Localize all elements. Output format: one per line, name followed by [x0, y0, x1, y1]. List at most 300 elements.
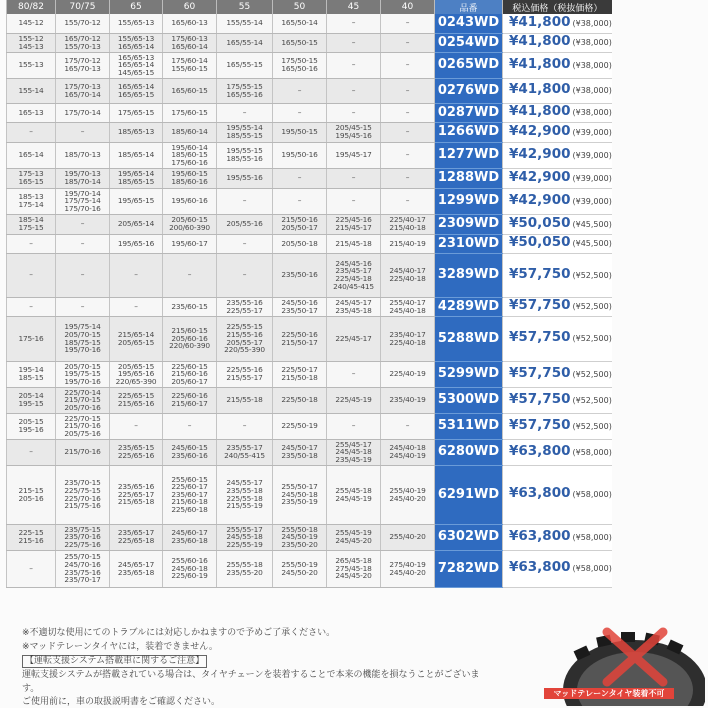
size-value: –: [187, 421, 192, 431]
size-cell: [7, 122, 56, 142]
size-value: 205/55-16: [226, 219, 263, 229]
size-value: 195/70-14: [64, 188, 101, 198]
size-cell: [163, 465, 217, 524]
size-cell: [327, 297, 381, 316]
size-value: 185/55-16: [226, 154, 263, 163]
size-cell: [273, 214, 327, 234]
size-value: 255/40-19: [389, 485, 426, 495]
size-value: 195/55-15: [226, 146, 263, 156]
size-value: –: [405, 421, 410, 431]
size-value: 275/45-18: [335, 563, 372, 573]
size-value: 245/45-20: [335, 536, 372, 545]
size-cell: [56, 188, 110, 214]
note-line: ※マッドテレーンタイヤには，装着できません。: [22, 641, 218, 652]
size-value: 245/60-18: [171, 563, 208, 573]
size-cell: [56, 103, 110, 122]
size-value: 165/65-13: [117, 52, 155, 62]
size-cell: [381, 142, 435, 168]
size-cell: [273, 550, 327, 587]
size-value: 265/45-18: [335, 556, 372, 566]
size-cell: [273, 168, 327, 188]
size-value: 245/40-18: [389, 305, 426, 315]
size-value: 245/55-17: [226, 478, 263, 488]
size-cell: [327, 122, 381, 142]
size-cell: [327, 188, 381, 214]
size-value: 205/70-15: [64, 329, 101, 339]
size-cell: [381, 33, 435, 52]
price: ¥50,050: [509, 214, 571, 231]
size-value: 175/65-15: [117, 107, 155, 117]
size-value: 225/55-19: [226, 539, 263, 549]
size-value: –: [351, 369, 356, 379]
size-cell: [163, 188, 217, 214]
part-number: 2309WD: [435, 214, 503, 234]
size-cell: [381, 524, 435, 550]
size-cell: [110, 33, 163, 52]
size-cell: [163, 214, 217, 234]
size-value: 155-12: [18, 33, 44, 43]
size-value: 245/40-19: [389, 451, 426, 460]
size-value: 255/50-17: [281, 482, 318, 492]
price-excl-tax: (¥39,000): [572, 173, 612, 183]
part-number: 0243WD: [435, 14, 503, 33]
size-value: 245/50-19: [281, 532, 318, 542]
size-value: –: [242, 196, 247, 206]
size-cell: [110, 103, 163, 122]
size-value: 235/60-16: [171, 451, 208, 460]
size-value: –: [351, 173, 356, 183]
size-value: –: [242, 270, 247, 280]
size-value: 215/50-18: [281, 373, 318, 382]
size-cell: [273, 465, 327, 524]
size-value: 225/45-19: [335, 395, 372, 405]
size-value: 155-14: [18, 85, 44, 95]
size-value: 245/55-18: [226, 532, 263, 542]
size-cell: [110, 142, 163, 168]
price: ¥63,800: [509, 485, 571, 502]
size-value: 155/55-14: [226, 18, 263, 28]
size-value: 165/70-12: [64, 33, 101, 43]
size-value: 225/50-19: [281, 421, 318, 431]
size-cell: [56, 234, 110, 253]
note-line: 運転支援システムが搭載されている場合は、タイヤチェーンを装着することで本来の機能を損なうことがございます。: [22, 670, 480, 694]
size-value: 245/45-16: [335, 258, 372, 268]
part-number: 6291WD: [435, 465, 503, 524]
size-cell: [217, 168, 273, 188]
size-cell: [327, 439, 381, 465]
size-value: 225/45-16: [335, 215, 372, 225]
size-value: 225/50-16: [281, 329, 318, 339]
size-cell: [381, 316, 435, 361]
size-cell: [163, 297, 217, 316]
size-cell: [7, 550, 56, 587]
size-value: 215/75-16: [64, 501, 101, 511]
notice-heading: 【運転支援システム搭載車に関するご注意】: [22, 655, 207, 668]
size-value: 225/65-17: [117, 489, 155, 499]
size-value: 175/60-14: [171, 56, 208, 66]
price-cell: [503, 297, 612, 316]
size-value: 245/60-15: [171, 443, 208, 453]
size-cell: [7, 361, 56, 387]
size-value: 185/60-14: [171, 127, 208, 137]
size-cell: [7, 316, 56, 361]
size-cell: [273, 234, 327, 253]
size-value: 175-16: [18, 333, 44, 343]
price: ¥63,800: [509, 442, 571, 459]
part-number: 3289WD: [435, 253, 503, 297]
size-value: 235/70-17: [64, 575, 101, 585]
size-value: 245/45-18: [335, 447, 372, 457]
size-value: 175/70-12: [64, 56, 101, 66]
size-value: 165/70-14: [64, 89, 101, 99]
part-number: 1288WD: [435, 168, 503, 188]
size-value: 245/50-20: [281, 567, 318, 577]
size-value: 235/50-18: [281, 451, 318, 460]
price-excl-tax: (¥52,500): [572, 302, 612, 312]
size-cell: [273, 78, 327, 103]
size-cell: [110, 214, 163, 234]
part-number: 0287WD: [435, 103, 503, 122]
price: ¥57,750: [509, 265, 571, 282]
size-cell: [381, 122, 435, 142]
price-cell: [503, 33, 612, 52]
size-value: –: [351, 196, 356, 206]
size-cell: [56, 33, 110, 52]
size-value: 175/75-14: [64, 196, 101, 206]
size-value: 205/70-16: [64, 402, 101, 412]
size-value: 165/50-14: [281, 18, 318, 28]
size-value: 225/70-14: [64, 387, 101, 397]
size-value: 255/50-18: [281, 524, 318, 534]
size-cell: [381, 253, 435, 297]
part-number: 5300WD: [435, 387, 503, 413]
size-cell: [56, 253, 110, 297]
size-cell: [217, 316, 273, 361]
table-row: [7, 387, 612, 413]
size-value: 165/50-15: [281, 37, 318, 47]
size-cell: [327, 33, 381, 52]
price-excl-tax: (¥58,000): [572, 532, 612, 542]
size-cell: [7, 439, 56, 465]
size-value: 240/55-415: [224, 451, 265, 460]
size-value: 235/70-15: [64, 478, 101, 488]
size-cell: [163, 524, 217, 550]
size-value: 225/45-17: [335, 333, 372, 343]
size-value: 195/50-16: [281, 150, 318, 160]
size-value: 225/75-15: [64, 485, 101, 495]
size-value: 235/60-18: [171, 536, 208, 545]
size-cell: [110, 297, 163, 316]
size-value: 215/50-16: [281, 215, 318, 225]
size-value: 185/65-14: [117, 150, 155, 160]
col-header: 45: [327, 0, 381, 14]
size-cell: [56, 168, 110, 188]
size-value: 245/40-18: [389, 443, 426, 453]
part-number: 6280WD: [435, 439, 503, 465]
size-cell: [110, 524, 163, 550]
size-value: 255/55-17: [226, 524, 263, 534]
table-row: [7, 214, 612, 234]
size-cell: [7, 14, 56, 33]
size-value: 215/55-19: [226, 501, 263, 511]
size-value: 225/60-17: [171, 482, 208, 492]
size-value: 195/65-14: [117, 169, 155, 179]
size-value: –: [134, 270, 138, 280]
size-cell: [217, 253, 273, 297]
size-value: 175/60-13: [171, 33, 208, 43]
price: ¥57,750: [509, 416, 571, 433]
size-value: 245/40-20: [389, 567, 426, 577]
size-value: 225/40-18: [389, 274, 426, 283]
price: ¥41,800: [509, 14, 571, 30]
size-value: –: [187, 270, 192, 280]
size-value: 165/55-15: [226, 60, 263, 70]
size-cell: [217, 387, 273, 413]
size-value: 225/65-15: [117, 391, 155, 401]
size-cell: [110, 550, 163, 587]
size-value: 215-16: [18, 536, 44, 545]
size-value: 175/70-14: [64, 107, 101, 117]
size-value: 235/45-18: [335, 305, 372, 315]
price-excl-tax: (¥52,500): [572, 369, 612, 379]
size-cell: [381, 234, 435, 253]
size-value: 195/60-15: [171, 169, 208, 179]
size-value: –: [405, 173, 410, 183]
size-value: 235/75-16: [64, 567, 101, 577]
col-header: 70/75: [56, 0, 110, 14]
table-row: [7, 14, 612, 33]
size-value: 220/60-390: [169, 341, 210, 351]
size-cell: [217, 188, 273, 214]
size-cell: [7, 524, 56, 550]
size-value: –: [242, 421, 247, 431]
part-number: 5288WD: [435, 316, 503, 361]
size-value: 225/70-16: [64, 493, 101, 503]
size-cell: [163, 234, 217, 253]
size-value: 205/60-17: [171, 376, 208, 386]
price-cell: [503, 465, 612, 524]
size-cell: [327, 465, 381, 524]
size-value: 165/70-13: [64, 64, 101, 73]
size-value: 235/60-17: [171, 489, 208, 499]
size-cell: [273, 524, 327, 550]
price-excl-tax: (¥38,000): [572, 38, 612, 48]
price: ¥63,800: [509, 527, 571, 544]
size-value: 185/65-13: [117, 127, 155, 137]
size-value: 205/55-17: [226, 337, 263, 347]
note-line: ※不適切な使用にてのトラブルには対応しかねますので予めご了承ください。: [22, 628, 336, 638]
size-cell: [7, 188, 56, 214]
size-value: 165-15: [18, 177, 44, 186]
size-cell: [163, 142, 217, 168]
size-value: 145-12: [18, 18, 44, 28]
price-cell: [503, 387, 612, 413]
size-value: 175/55-15: [226, 81, 263, 91]
size-value: 215/50-17: [281, 337, 318, 347]
size-value: 155/65-13: [117, 18, 155, 28]
size-value: –: [80, 270, 85, 280]
size-value: 235/55-18: [226, 485, 263, 495]
size-cell: [110, 439, 163, 465]
price-cell: [503, 253, 612, 297]
size-cell: [217, 361, 273, 387]
part-number: 1277WD: [435, 142, 503, 168]
table-row: [7, 188, 612, 214]
size-value: 225/55-18: [226, 493, 263, 503]
price-cell: [503, 142, 612, 168]
size-value: 195/60-16: [171, 196, 208, 206]
size-value: 205-16: [18, 493, 44, 503]
part-number: 6302WD: [435, 524, 503, 550]
size-value: 235/50-19: [281, 497, 318, 507]
size-value: 155/60-15: [171, 64, 208, 73]
size-value: 235/40-17: [389, 329, 426, 339]
size-cell: [273, 52, 327, 78]
price-excl-tax: (¥52,500): [572, 334, 612, 344]
size-value: –: [405, 37, 410, 47]
size-value: 215/60-16: [171, 369, 208, 379]
size-value: 205/75-16: [64, 428, 101, 438]
size-cell: [381, 52, 435, 78]
size-cell: [273, 33, 327, 52]
size-cell: [327, 52, 381, 78]
size-value: 165/65-14: [117, 81, 155, 91]
price-excl-tax: (¥39,000): [572, 127, 612, 137]
size-cell: [110, 465, 163, 524]
size-cell: [327, 316, 381, 361]
size-cell: [327, 78, 381, 103]
size-cell: [217, 52, 273, 78]
size-cell: [217, 524, 273, 550]
size-value: 215/70-16: [64, 447, 101, 457]
price-header: 税込価格（税抜価格）: [503, 0, 612, 14]
size-value: 215/60-15: [171, 326, 208, 336]
size-value: 235/65-17: [117, 528, 155, 538]
size-cell: [273, 253, 327, 297]
size-cell: [163, 413, 217, 439]
size-value: 225/55-15: [226, 322, 263, 332]
size-value: 235/55-16: [226, 297, 263, 307]
size-cell: [110, 168, 163, 188]
size-value: 165/55-14: [226, 37, 263, 47]
size-cell: [163, 14, 217, 33]
size-cell: [163, 361, 217, 387]
size-value: 225/45-18: [335, 274, 372, 283]
size-value: 255/55-18: [226, 559, 263, 569]
size-cell: [327, 361, 381, 387]
size-cell: [163, 78, 217, 103]
size-cell: [56, 52, 110, 78]
size-value: 175/70-16: [64, 203, 101, 213]
table-row: [7, 103, 612, 122]
size-value: 185/60-15: [171, 150, 208, 160]
size-value: –: [242, 238, 247, 248]
size-value: –: [405, 85, 410, 95]
price-excl-tax: (¥39,000): [572, 196, 612, 206]
price-cell: [503, 413, 612, 439]
size-value: 225/40-18: [389, 337, 426, 347]
size-value: 185/55-15: [226, 131, 263, 140]
size-value: 205/60-16: [171, 333, 208, 343]
price-excl-tax: (¥52,500): [572, 270, 612, 280]
size-value: 205/65-14: [117, 219, 155, 229]
price: ¥42,900: [509, 191, 571, 208]
part-number: 5311WD: [435, 413, 503, 439]
price: ¥57,750: [509, 364, 571, 381]
size-value: 195/75-14: [64, 322, 101, 332]
price: ¥42,900: [509, 122, 571, 139]
size-value: 220/65-390: [115, 376, 157, 386]
size-cell: [7, 253, 56, 297]
size-cell: [273, 122, 327, 142]
size-cell: [327, 168, 381, 188]
size-value: 185/70-13: [64, 150, 101, 160]
table-row: [7, 33, 612, 52]
size-value: 195/55-16: [226, 173, 263, 183]
size-cell: [7, 413, 56, 439]
size-cell: [381, 188, 435, 214]
price-cell: [503, 214, 612, 234]
size-value: –: [80, 301, 85, 311]
size-value: 215/40-19: [389, 238, 426, 248]
size-value: 145-13: [18, 41, 44, 51]
size-cell: [163, 33, 217, 52]
size-value: 255/40-17: [389, 297, 426, 307]
size-value: 165/50-16: [281, 64, 318, 73]
size-cell: [327, 14, 381, 33]
size-cell: [273, 439, 327, 465]
size-value: –: [297, 107, 302, 117]
size-value: 200/60-390: [169, 223, 210, 232]
size-value: –: [405, 18, 410, 28]
size-value: 195-15: [18, 399, 44, 408]
table-row: [7, 465, 612, 524]
size-value: 255/45-17: [335, 439, 372, 449]
price: ¥41,800: [509, 55, 571, 72]
size-cell: [163, 550, 217, 587]
size-value: 175-14: [18, 200, 44, 209]
price-excl-tax: (¥58,000): [572, 490, 612, 500]
size-value: 195-14: [18, 365, 44, 375]
size-value: 195/45-17: [335, 150, 372, 160]
size-cell: [56, 387, 110, 413]
size-value: 175/50-15: [281, 56, 318, 66]
part-number: 7282WD: [435, 550, 503, 587]
size-value: 215/55-18: [226, 395, 263, 405]
size-cell: [217, 413, 273, 439]
price-excl-tax: (¥39,000): [572, 150, 612, 160]
price-excl-tax: (¥45,500): [572, 239, 612, 249]
size-value: –: [351, 85, 356, 95]
size-value: 245/45-20: [335, 571, 372, 581]
size-value: 185-14: [18, 215, 44, 225]
size-value: 235/55-17: [226, 443, 263, 453]
size-cell: [110, 122, 163, 142]
size-value: 240/45-415: [333, 281, 374, 291]
price-excl-tax: (¥52,500): [572, 395, 612, 405]
size-cell: [327, 253, 381, 297]
col-header: 40: [381, 0, 435, 14]
size-value: 215/70-16: [64, 421, 101, 431]
size-cell: [381, 78, 435, 103]
size-value: 215/40-18: [389, 223, 426, 232]
price-cell: [503, 122, 612, 142]
size-cell: [110, 52, 163, 78]
size-cell: [273, 387, 327, 413]
size-value: 155/70-13: [64, 41, 101, 51]
size-cell: [327, 234, 381, 253]
price-excl-tax: (¥38,000): [572, 18, 612, 28]
